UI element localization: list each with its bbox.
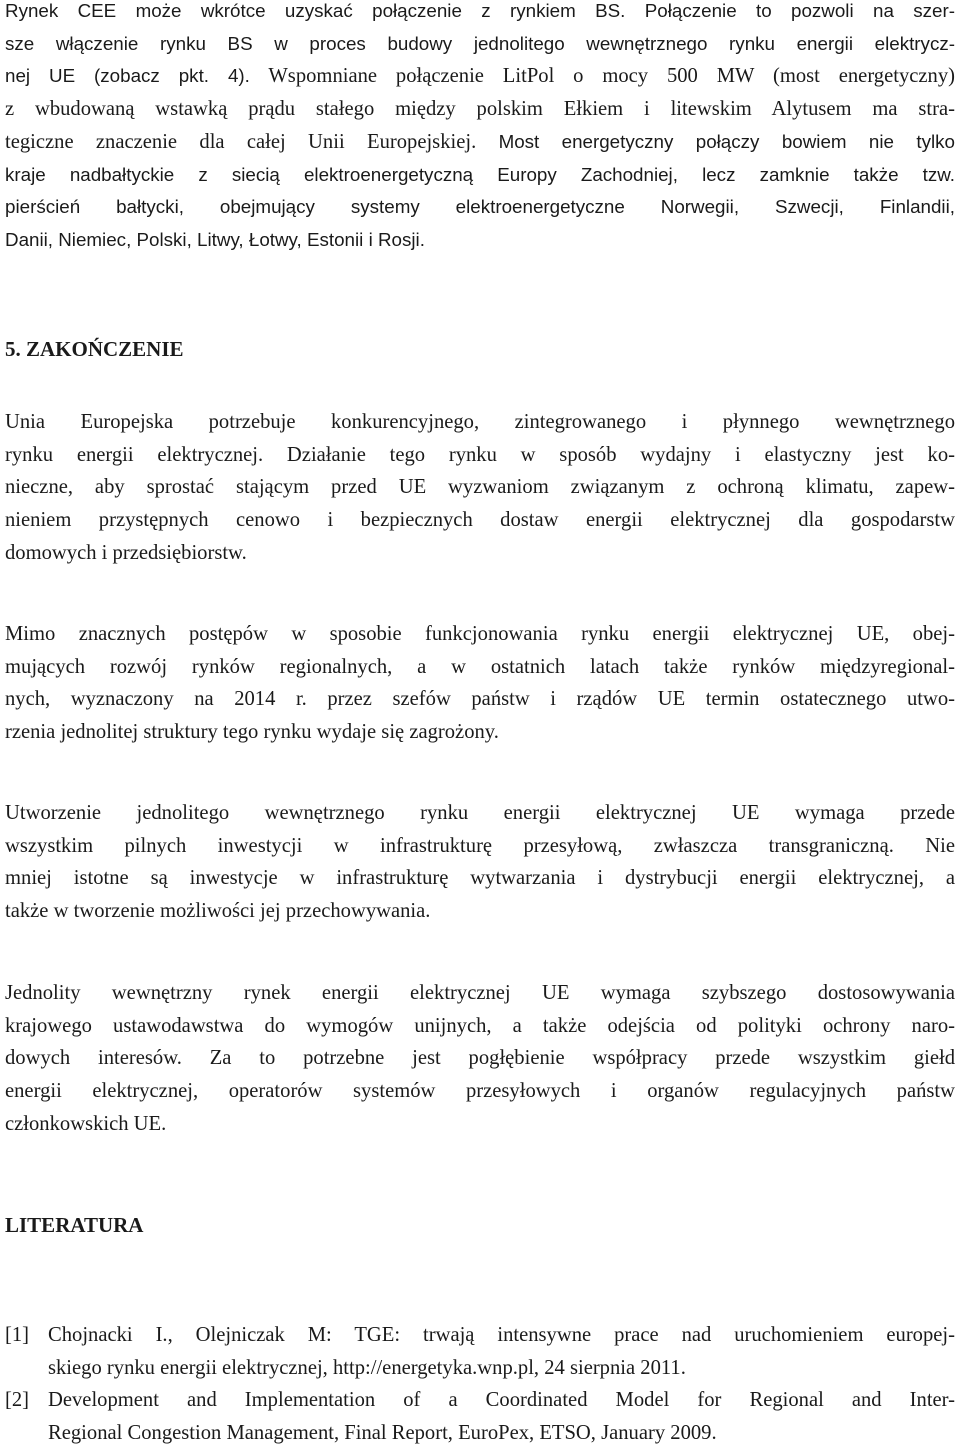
text-line: Regional Congestion Management, Final Report, EuroPex, ETSO, January 2009. bbox=[48, 1422, 717, 1445]
text-line: wszystkim pilnych inwestycji w infrastrukturę przesyłową, zwłaszcza transgraniczną. Nie bbox=[5, 834, 955, 857]
text-line: kraje nadbałtyckie z siecią elektroenergetyczną Europy Zachodniej, lecz zamknie także tzw. bbox=[5, 163, 955, 185]
text-line bbox=[5, 60, 955, 93]
text-line: mniej istotne są inwestycje w infrastrukturę wytwarzania i dystrybucji energii elektrycznej, a bbox=[5, 867, 955, 890]
text-line: nieniem przystępnych cenowo i bezpiecznych dostaw energii elektrycznej dla gospodarstw bbox=[5, 509, 955, 532]
text-line: energii elektrycznej, operatorów systemów przesyłowych i organów regulacyjnych państw bbox=[5, 1080, 955, 1103]
text-fragment: nej UE (zobacz pkt. 4). bbox=[5, 65, 250, 87]
text-line: Unia Europejska potrzebuje konkurencyjnego, zintegrowanego i płynnego wewnętrznego bbox=[5, 411, 955, 433]
text-line: Utworzenie jednolitego wewnętrznego rynku energii elektrycznej UE wymaga przede bbox=[5, 802, 955, 824]
reference-number: [1] bbox=[5, 1324, 30, 1346]
text-line: także w tworzenie możliwości jej przechowywania. bbox=[5, 900, 431, 923]
text-line: Danii, Niemiec, Polski, Litwy, Łotwy, Estonii i Rosji. bbox=[5, 228, 425, 250]
text-line: Rynek CEE może wkrótce uzyskać połączenie z rynkiem BS. Połączenie to pozwoli na szer- bbox=[5, 0, 955, 21]
text-fragment: Most energetyczny połączy bowiem nie tylko bbox=[498, 130, 955, 152]
intro-paragraph bbox=[5, 0, 955, 257]
text-line: krajowego ustawodawstwa do wymogów unijnych, a także odejścia od polityki ochrony naro- bbox=[5, 1014, 955, 1037]
text-line: rynku energii elektrycznej. Działanie tego rynku w sposób wydajny i elastyczny jest ko- bbox=[5, 443, 955, 466]
text-line: nych, wyznaczony na 2014 r. przez szefów państw i rządów UE termin ostatecznego utwo- bbox=[5, 688, 955, 711]
text-line: z wbudowaną wstawką prądu stałego między polskim Ełkiem i litewskim Alytusem ma stra- bbox=[5, 98, 955, 121]
text-line: Development and Implementation of a Coordinated Model for Regional and Inter- bbox=[48, 1389, 955, 1412]
text-line: członkowskich UE. bbox=[5, 1112, 167, 1135]
text-line: rzenia jednolitej struktury tego rynku wydaje się zagrożony. bbox=[5, 721, 499, 744]
body-paragraph bbox=[5, 797, 955, 928]
text-line: skiego rynku energii elektrycznej, http://energetyka.wnp.pl, 24 sierpnia 2011. bbox=[48, 1356, 686, 1379]
literature-heading: LITERATURA bbox=[5, 1213, 144, 1237]
text-line: Jednolity wewnętrzny rynek energii elektrycznej UE wymaga szybszego dostosowywania bbox=[5, 982, 955, 1004]
reference-body bbox=[48, 1384, 955, 1449]
references-list bbox=[5, 1319, 955, 1450]
text-line: Chojnacki I., Olejniczak M: TGE: trwają intensywne prace nad uruchomieniem europej- bbox=[48, 1324, 955, 1346]
text-fragment: tegiczne znaczenie dla całej Unii Europejskiej. bbox=[5, 130, 477, 153]
reference-body bbox=[48, 1319, 955, 1384]
text-line: mujących rozwój rynków regionalnych, a w ostatnich latach także rynków międzyregional- bbox=[5, 655, 955, 678]
reference-item bbox=[5, 1384, 955, 1449]
text-fragment: Wspomniane połączenie LitPol o mocy 500 MW (most energetyczny) bbox=[268, 65, 955, 88]
text-line: pierścień bałtycki, obejmujący systemy elektroenergetyczne Norwegii, Szwecji, Finlandii, bbox=[5, 196, 955, 218]
text-line: nieczne, aby sprostać stającym przed UE wyzwaniom związanym z ochroną klimatu, zapew- bbox=[5, 476, 955, 499]
body-paragraph bbox=[5, 977, 955, 1141]
text-line: Mimo znacznych postępów w sposobie funkcjonowania rynku energii elektrycznej UE, obej- bbox=[5, 623, 955, 645]
text-line: sze włączenie rynku BS w proces budowy jednolitego wewnętrznego rynku energii elektrycz- bbox=[5, 32, 955, 54]
reference-item bbox=[5, 1319, 955, 1384]
text-line: dowych interesów. Za to potrzebne jest pogłębienie współpracy przede wszystkim giełd bbox=[5, 1047, 955, 1070]
text-line bbox=[5, 126, 955, 159]
body-paragraph bbox=[5, 618, 955, 749]
body-paragraph bbox=[5, 406, 955, 570]
reference-number: [2] bbox=[5, 1389, 30, 1412]
section-heading: 5. ZAKOŃCZENIE bbox=[5, 337, 184, 361]
text-line: domowych i przedsiębiorstw. bbox=[5, 541, 247, 564]
